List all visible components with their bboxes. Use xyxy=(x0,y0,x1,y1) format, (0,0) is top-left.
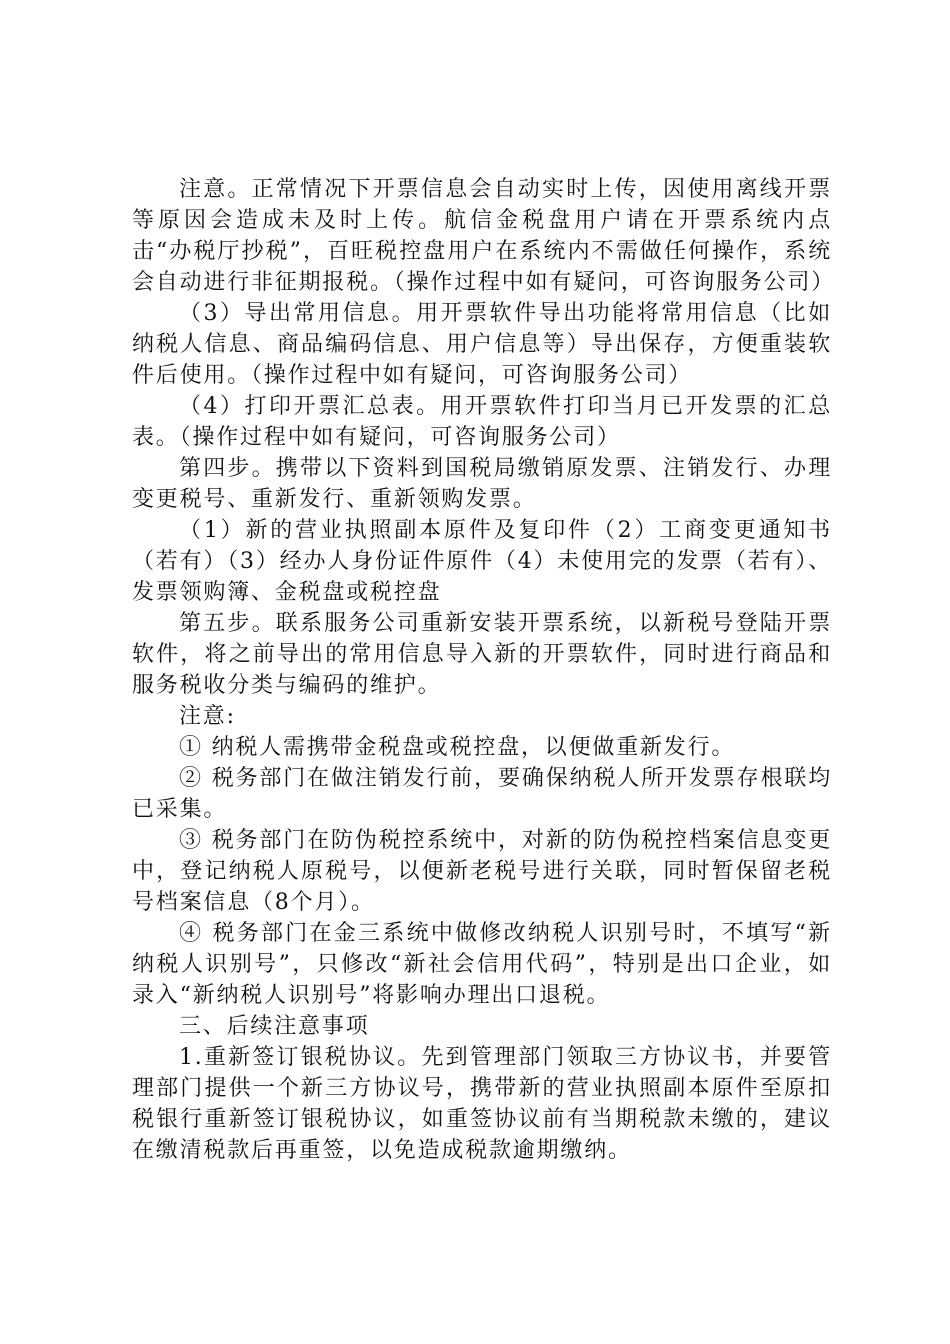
paragraph-export-info: （3）导出常用信息。用开票软件导出功能将常用信息（比如纳税人信息、商品编码信息、用户信息等）导出保存，方便重装软件后使用。（操作过程中如有疑问，可咨询服务公司） xyxy=(132,301,832,388)
paragraph-step-four: 第四步。携带以下资料到国税局缴销原发票、注销发行、办理变更税号、重新发行、重新领购发票。 xyxy=(132,456,832,512)
paragraph-materials-list: （1）新的营业执照副本原件及复印件（2）工商变更通知书（若有）（3）经办人身份证件原件（4）未使用完的发票（若有）、发票领购簿、金税盘或税控盘 xyxy=(132,518,832,605)
paragraph-note-4: ④ 税务部门在金三系统中做修改纳税人识别号时，不填写“新纳税人识别号”，只修改“新社会信用代码”，特别是出口企业，如录入“新纳税人识别号”将影响办理出口退税。 xyxy=(132,921,832,1008)
paragraph-print-summary: （4）打印开票汇总表。用开票软件打印当月已开发票的汇总表。（操作过程中如有疑问，可咨询服务公司） xyxy=(132,394,832,450)
paragraph-note-2: ② 税务部门在做注销发行前，要确保纳税人所开发票存根联均已采集。 xyxy=(132,766,832,822)
paragraph-note-1: ① 纳税人需携带金税盘或税控盘，以便做重新发行。 xyxy=(179,735,736,760)
paragraph-note-3: ③ 税务部门在防伪税控系统中，对新的防伪税控档案信息变更中，登记纳税人原税号，以便新老税号进行关联，同时暂保留老税号档案信息（8个月）。 xyxy=(132,828,832,915)
paragraph-note-heading: 注意: xyxy=(179,704,236,729)
section-heading-follow-up: 三、后续注意事项 xyxy=(179,1014,370,1039)
paragraph-note-upload: 注意。正常情况下开票信息会自动实时上传，因使用离线开票等原因会造成未及时上传。航信金税盘用户请在开票系统内点击“办税厅抄税”，百旺税控盘用户在系统内不需做任何操作，系统会自动进行非征期报税。（操作过程中如有疑问，可咨询服务公司） xyxy=(132,177,836,295)
paragraph-bank-agreement: 1.重新签订银税协议。先到管理部门领取三方协议书，并要管理部门提供一个新三方协议号，携带新的营业执照副本原件至原扣税银行重新签订银税协议，如重签协议前有当期税款未缴的，建议在缴清税款后再重签，以免造成税款逾期缴纳。 xyxy=(132,1045,832,1163)
paragraph-step-five: 第五步。联系服务公司重新安装开票系统，以新税号登陆开票软件，将之前导出的常用信息导入新的开票软件，同时进行商品和服务税收分类与编码的维护。 xyxy=(132,611,832,698)
document-body xyxy=(132,174,836,1166)
